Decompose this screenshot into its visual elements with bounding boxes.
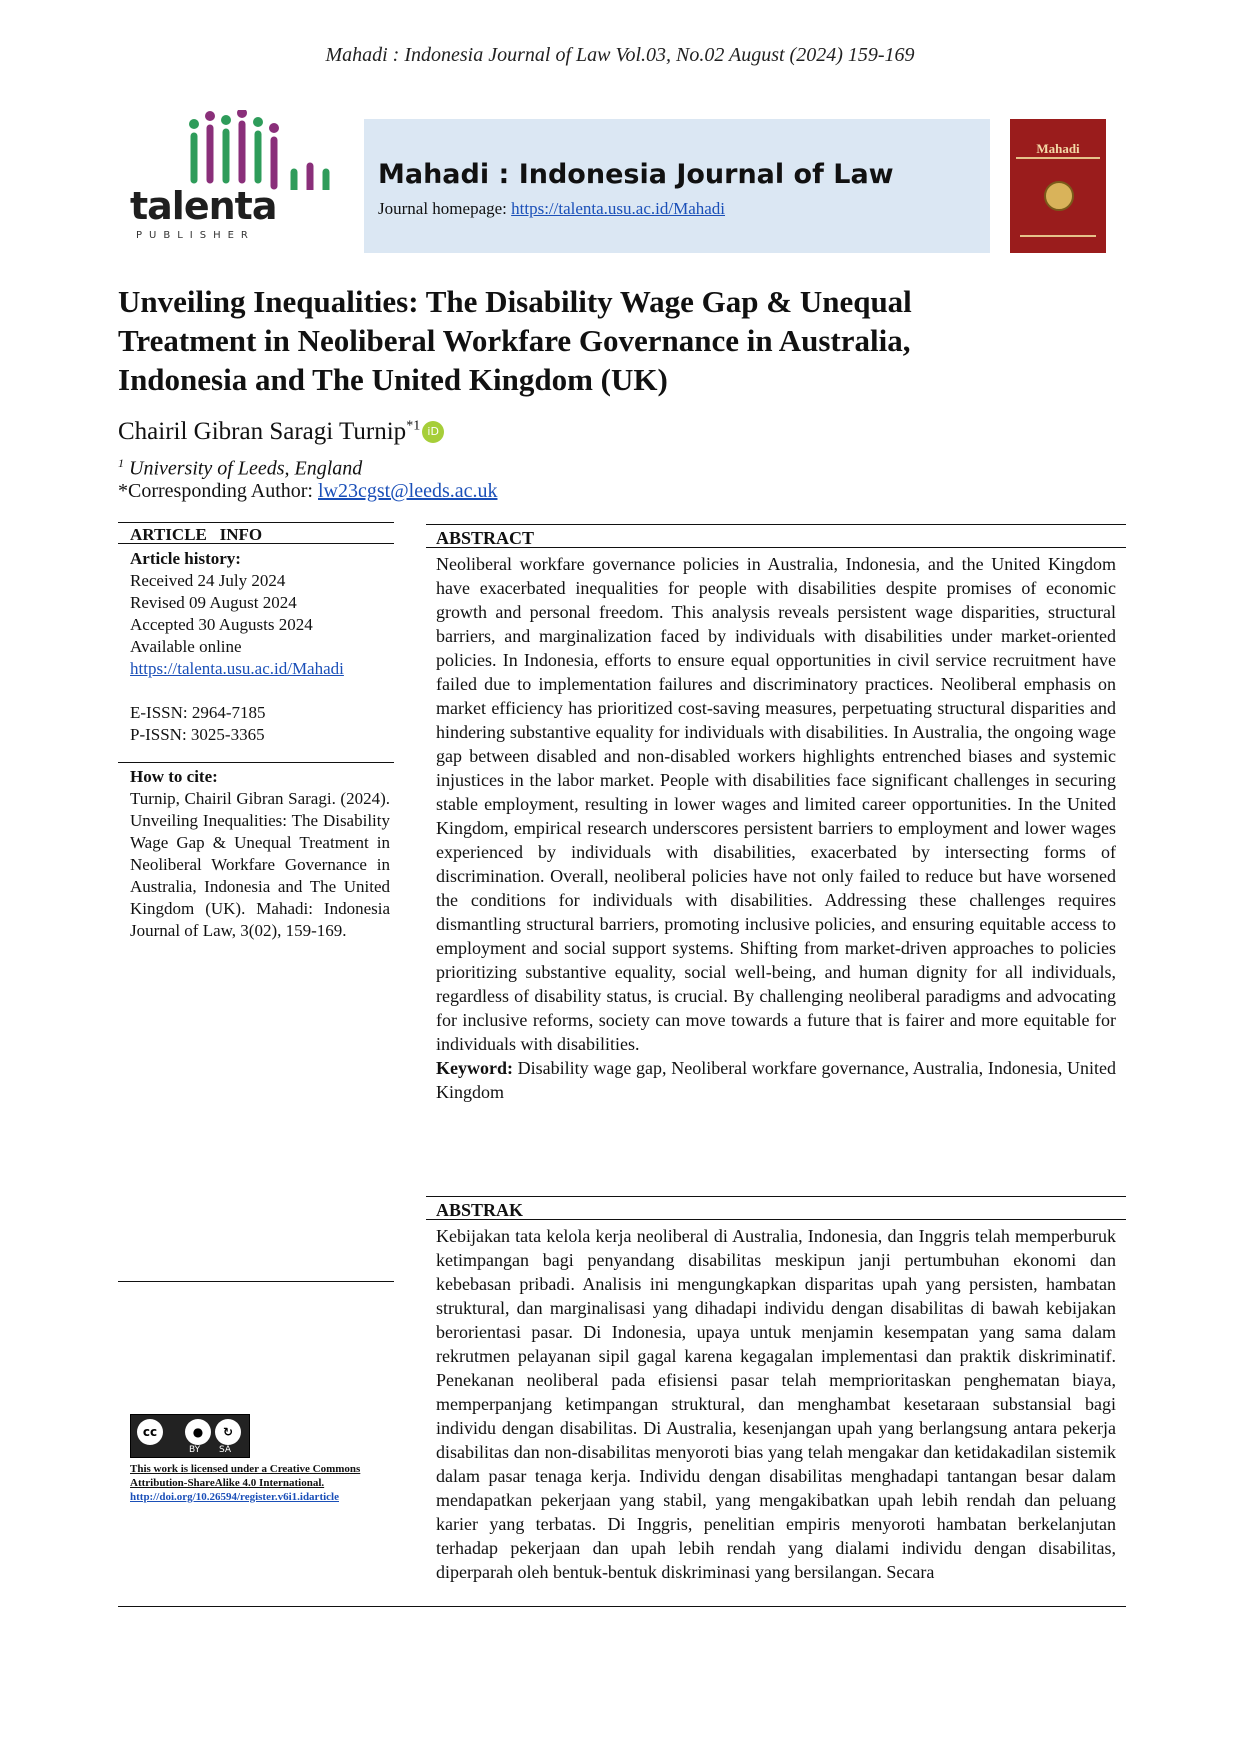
license-notice [130, 1462, 390, 1504]
abstrak-section [436, 1198, 1116, 1584]
doi-link[interactable]: http://doi.org/10.26594/register.v6i1.idarticle [130, 1491, 339, 1503]
author-name: Chairil Gibran Saragi Turnip [118, 418, 407, 445]
abstract-top-rule [426, 524, 1126, 525]
paper-title: Unveiling Inequalities: The Disability Wage Gap & Unequal Treatment in Neoliberal Workfare Governance in Australia, Indonesia and The United Kingdom (UK) [118, 284, 912, 397]
cover-seal-icon [1044, 181, 1074, 211]
running-header: Mahadi : Indonesia Journal of Law Vol.03, No.02 August (2024) 159-169 [325, 44, 915, 66]
how-to-cite-heading: How to cite: [130, 767, 218, 786]
logo-figures-icon [128, 110, 348, 190]
abstract-heading: ABSTRACT [436, 528, 535, 548]
how-to-cite [130, 766, 390, 942]
corresponding-email-link[interactable]: lw23cgst@leeds.ac.uk [318, 480, 498, 502]
author-marker: *1 [406, 418, 421, 434]
received-date: Received 24 July 2024 [130, 571, 286, 590]
abstrak-text: Kebijakan tata kelola kerja neoliberal di Australia, Indonesia, dan Inggris telah memperburuk ketimpangan bagi penyandang disabilitas meskipun janji pertumbuhan ekonomi dan kebebasan pribadi. Analisis ini mengungkapkan disparitas upah yang persisten, hambatan struktural, dan marginalisasi yang dihadapi individu dengan disabilitas di bawah kebijakan berorientasi pasar. Di Indonesia, upaya untuk menjamin kesempatan yang sama dalam rekrutmen pelayanan sipil gagal karena kegagalan implementasi dan praktik diskriminatif. Penekanan neoliberal pada efisiensi pasar telah memprioritaskan penghematan biaya, memperpanjang ketimpangan struktural, dan menghambat kesetaraan substansial bagi individu dengan disabilitas. Di Australia, kesenjangan upah yang berlangsung antara pekerja disabilitas dan non-disabilitas menyoroti bias yang telah mengakar dan ketidakadilan sistemik dalam pasar tenaga kerja. Individu dengan disabilitas menghadapi tantangan besar dalam mendapatkan pekerjaan yang stabil, yang mengakibatkan upah lebih rendah dan peluang karier yang terbatas. Di Inggris, penelitian empiris menyoroti hambatan berkelanjutan terhadap pekerjaan dan upah lebih rendah yang dialami individu dengan disabilitas, diperparah oleh bentuk-bentuk diskriminasi yang bersilangan. Secara [436, 1226, 1116, 1582]
homepage-link[interactable]: https://talenta.usu.ac.id/Mahadi [511, 199, 726, 218]
citation-text: Turnip, Chairil Gibran Saragi. (2024). Unveiling Inequalities: The Disability Wage Gap & Unequal Treatment in Neoliberal Workfare Governance in Australia, Indonesia and The United Kingdom (UK). Mahadi: Indonesia Journal of Law, 3(02), 159-169. [130, 789, 390, 940]
abstract-section [436, 526, 1116, 1104]
author-line [118, 418, 444, 446]
keywords [436, 1056, 1116, 1104]
affiliation-text: University of Leeds, England [129, 457, 363, 480]
orcid-icon[interactable]: iD [422, 421, 444, 443]
corresponding-author [118, 480, 497, 503]
license-text[interactable]: This work is licensed under a Creative Commons Attribution-ShareAlike 4.0 International. [130, 1463, 361, 1489]
logo-name: talenta [130, 184, 277, 228]
available-online: Available online [130, 637, 242, 656]
abstrak-top-rule [426, 1196, 1126, 1197]
article-info-heading: ARTICLE INFO [130, 525, 263, 544]
corresponding-label: *Corresponding Author: [118, 480, 318, 502]
cc-icon: cc [137, 1419, 163, 1445]
sa-label: SA [219, 1445, 232, 1455]
revised-date: Revised 09 August 2024 [130, 593, 297, 612]
abstrak-heading: ABSTRAK [436, 1200, 524, 1220]
cover-divider [1016, 157, 1100, 159]
by-icon: ● [185, 1419, 211, 1445]
article-info [130, 524, 390, 746]
journal-cover [1010, 119, 1106, 253]
article-url-link[interactable]: https://talenta.usu.ac.id/Mahadi [130, 659, 344, 678]
cc-license-badge[interactable] [130, 1414, 250, 1458]
by-label: BY [189, 1445, 201, 1455]
page-bottom-rule [118, 1606, 1126, 1607]
abstract-text: Neoliberal workfare governance policies in Australia, Indonesia, and the United Kingdom have exacerbated inequalities for people with disabilities despite promises of economic growth and personal freedom. This analysis reveals persistent wage disparities, structural barriers, and marginalization faced by individuals with disabilities under market-oriented policies. In Indonesia, efforts to ensure equal opportunities in civil service recruitment have failed due to implementation failures and discriminatory practices. Neoliberal emphasis on market efficiency has prioritized cost-saving measures, perpetuating structural disparities and hindering substantive equality for individuals with disabilities. In Australia, the ongoing wage gap between disabled and non-disabled workers highlights entrenched biases and systemic injustices in the labor market. People with disabilities face significant challenges in securing stable employment, resulting in lower wages and limited career opportunities. In the United Kingdom, empirical research underscores persistent barriers to employment and lower wages experienced by individuals with disabilities, exacerbated by intersecting forms of discrimination. Overall, neoliberal policies have not only failed to reduce but have worsened the conditions for individuals with disabilities. Addressing these challenges requires dismantling structural barriers, promoting inclusive policies, and ensuring equitable access to employment and social support systems. Shifting from market-driven approaches to policies prioritizing substantive equality, social well-being, and human dignity for all individuals, regardless of disability status, is crucial. By challenging neoliberal paradigms and advocating for inclusive reforms, society can move towards a future that is fairer and more equitable for individuals with disabilities. [436, 554, 1116, 1054]
accepted-date: Accepted 30 Augusts 2024 [130, 615, 313, 634]
journal-title: Mahadi : Indonesia Journal of Law [378, 159, 894, 190]
publisher-logo [128, 110, 348, 240]
journal-homepage [378, 199, 725, 219]
left-column-end-rule [118, 1281, 394, 1282]
keyword-list: Disability wage gap, Neoliberal workfare governance, Australia, Indonesia, United Kingdom [436, 1058, 1116, 1102]
sa-icon: ↻ [215, 1419, 241, 1445]
homepage-label: Journal homepage: [378, 199, 512, 218]
affiliation [118, 456, 362, 481]
article-info-divider [118, 762, 394, 763]
article-info-top-rule [118, 522, 394, 523]
pissn: P-ISSN: 3025-3365 [130, 725, 265, 744]
affiliation-marker: 1 [118, 456, 124, 470]
cover-footer-line [1020, 235, 1096, 237]
article-history-heading: Article history: [130, 549, 241, 568]
eissn: E-ISSN: 2964-7185 [130, 703, 266, 722]
journal-banner [364, 119, 990, 253]
logo-subtitle: PUBLISHER [136, 230, 255, 241]
keyword-label: Keyword: [436, 1058, 513, 1078]
cover-title: Mahadi [1036, 141, 1080, 156]
